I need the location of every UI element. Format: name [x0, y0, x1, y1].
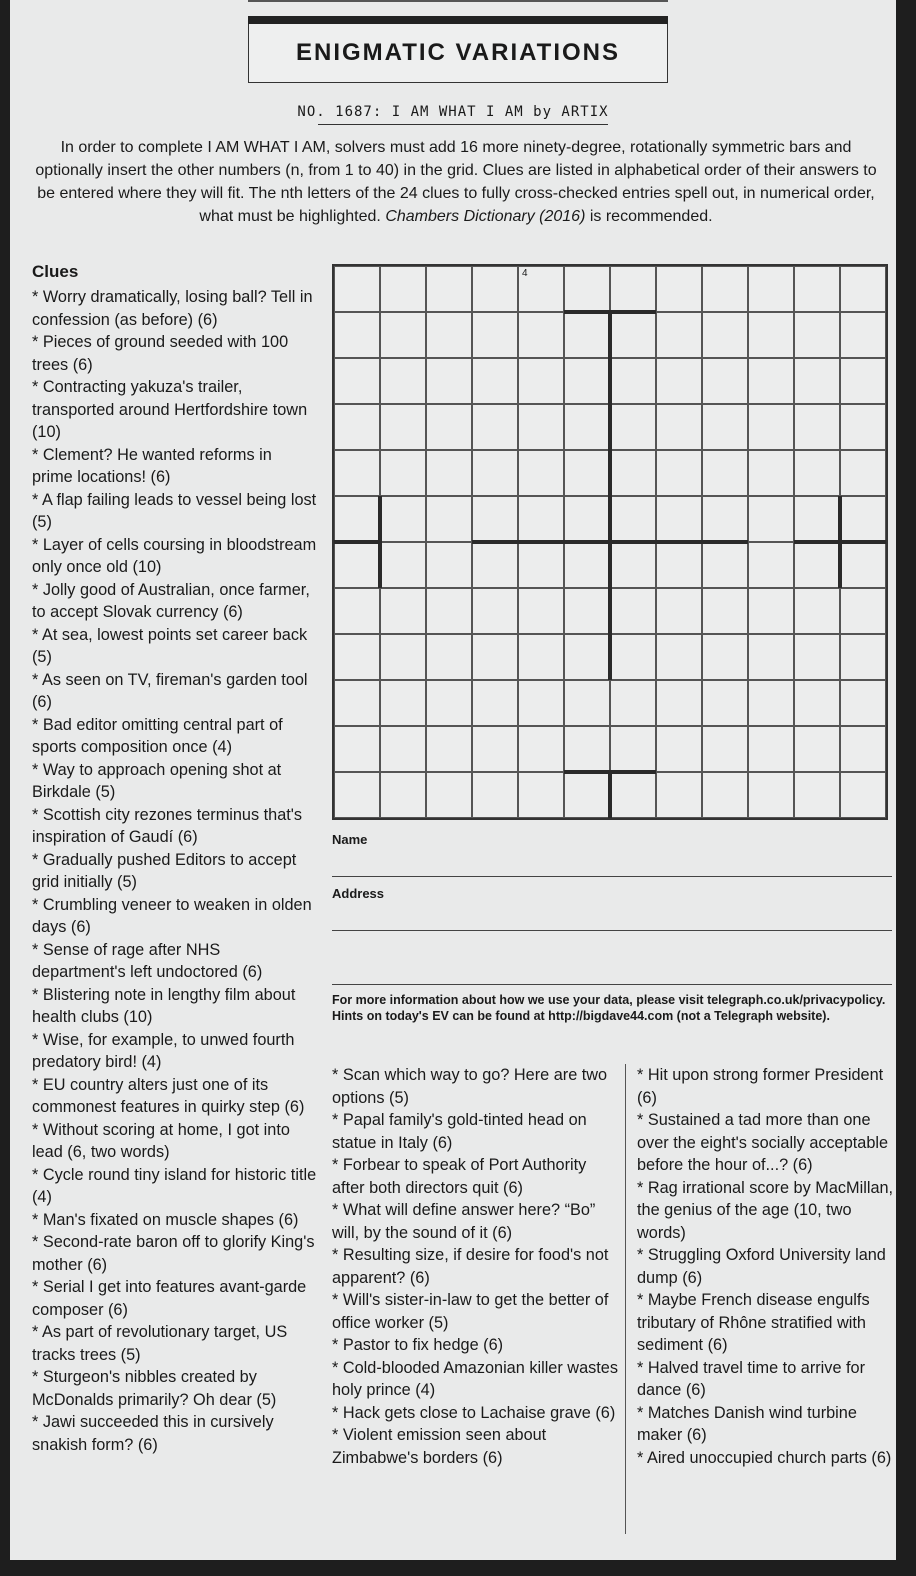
grid-cell[interactable] — [656, 450, 702, 496]
clue-item: * Resulting size, if desire for food's not apparent? (6) — [332, 1246, 609, 1287]
grid-cell[interactable] — [564, 726, 610, 772]
clue-item: * Blistering note in lengthy film about health clubs (10) — [32, 985, 296, 1026]
grid-cell[interactable] — [518, 450, 564, 496]
puzzle-subtitle: NO. 1687: I AM WHAT I AM by ARTIX — [297, 104, 609, 120]
clue-item: * A flap failing leads to vessel being lost (5) — [32, 490, 317, 531]
privacy-info — [332, 992, 902, 1024]
grid-cell[interactable] — [334, 542, 380, 588]
grid-cell[interactable] — [380, 266, 426, 312]
clue-item: * Man's fixated on muscle shapes (6) — [32, 1210, 299, 1229]
instructions — [26, 136, 886, 228]
grid-cell[interactable] — [334, 772, 380, 818]
grid-cell[interactable] — [334, 266, 380, 312]
grid-cell[interactable] — [610, 680, 656, 726]
grid-cell[interactable] — [518, 634, 564, 680]
grid-cell[interactable] — [426, 634, 472, 680]
grid-cell[interactable] — [564, 450, 610, 496]
grid-bar — [608, 312, 612, 680]
grid-cell[interactable] — [610, 358, 656, 404]
clue-item: * Sense of rage after NHS department's left undoctored (6) — [32, 940, 263, 981]
grid-cell[interactable] — [426, 726, 472, 772]
grid-cell[interactable] — [472, 312, 518, 358]
grid-cell[interactable] — [840, 450, 886, 496]
grid-cell[interactable] — [380, 588, 426, 634]
instructions-text: In order to complete I AM WHAT I AM, solvers must add 16 more ninety-degree, rotationally symmetric bars and optionally insert the other numbers (n, from 1 to 40) in the grid. Clues are listed in alphabetical order of their answers to be entered where they will fit. The nth letters of the 24 clues to fully cross-checked entries spell out, in numerical order, what must be highlighted. — [35, 139, 877, 225]
address-line-2[interactable] — [332, 984, 892, 985]
grid-cell[interactable] — [656, 404, 702, 450]
grid-cell[interactable] — [794, 680, 840, 726]
clue-item: * Layer of cells coursing in bloodstream only once old (10) — [32, 535, 317, 576]
clue-item: * Second-rate baron off to glorify King's mother (6) — [32, 1233, 315, 1274]
grid-cell[interactable] — [472, 588, 518, 634]
grid-cell[interactable] — [610, 496, 656, 542]
grid-cell[interactable] — [840, 266, 886, 312]
name-label: Name — [332, 832, 368, 847]
grid-cell[interactable] — [748, 358, 794, 404]
grid-cell[interactable] — [426, 772, 472, 818]
grid-cell[interactable] — [794, 772, 840, 818]
grid-cell[interactable] — [564, 312, 610, 358]
grid-cell[interactable] — [748, 634, 794, 680]
instructions-suffix: is recommended. — [585, 208, 713, 225]
grid-bar — [838, 496, 842, 588]
clue-item: * Papal family's gold-tinted head on statue in Italy (6) — [332, 1111, 587, 1152]
clue-item: * Serial I get into features avant-garde composer (6) — [32, 1278, 307, 1319]
grid-cell[interactable] — [334, 404, 380, 450]
grid-cell[interactable] — [426, 542, 472, 588]
grid-cell[interactable] — [794, 634, 840, 680]
grid-cell[interactable] — [472, 266, 518, 312]
clue-item: * EU country alters just one of its commonest features in quirky step (6) — [32, 1075, 305, 1116]
cell-number: 4 — [522, 268, 528, 279]
clue-item: * Contracting yakuza's trailer, transported around Hertfordshire town (10) — [32, 378, 308, 441]
grid-cell[interactable] — [794, 450, 840, 496]
grid-cell[interactable] — [518, 404, 564, 450]
grid-cell[interactable] — [610, 588, 656, 634]
clues-heading: Clues — [32, 262, 79, 281]
grid-cell[interactable] — [472, 496, 518, 542]
clue-item: * Aired unoccupied church parts (6) — [637, 1448, 892, 1467]
clue-item: * Maybe French disease engulfs tributary of Rhône stratified with sediment (6) — [637, 1291, 870, 1354]
clue-item: * Clement? He wanted reforms in prime locations! (6) — [32, 445, 272, 486]
grid-cell[interactable] — [426, 358, 472, 404]
grid-cell[interactable] — [840, 358, 886, 404]
grid-cell[interactable] — [840, 634, 886, 680]
grid-cell[interactable] — [748, 588, 794, 634]
grid-cell[interactable] — [564, 588, 610, 634]
grid-bar — [334, 540, 380, 544]
grid-cell[interactable] — [748, 726, 794, 772]
puzzle-title: ENIGMATIC VARIATIONS — [296, 39, 620, 66]
hints-info-line: Hints on today's EV can be found at http://bigdave44.com (not a Telegraph website). — [332, 1009, 830, 1023]
clue-item: * Rag irrational score by MacMillan, the genius of the age (10, two words) — [637, 1178, 894, 1242]
address-label: Address — [332, 886, 385, 901]
puzzle-page — [10, 0, 896, 1560]
grid-cell[interactable] — [380, 634, 426, 680]
grid-cell[interactable] — [564, 772, 610, 818]
clues-column-1 — [32, 286, 317, 1456]
grid-cell[interactable] — [334, 358, 380, 404]
grid-cell[interactable] — [334, 588, 380, 634]
grid-cell[interactable] — [610, 404, 656, 450]
grid-cell[interactable] — [702, 726, 748, 772]
grid-cell[interactable] — [380, 680, 426, 726]
grid-cell[interactable] — [702, 634, 748, 680]
clue-item: * Pieces of ground seeded with 100 trees (6) — [32, 333, 289, 374]
clue-item: * Forbear to speak of Port Authority after both directors quit (6) — [332, 1156, 587, 1197]
grid-cell[interactable] — [840, 680, 886, 726]
grid-cell[interactable] — [472, 358, 518, 404]
clue-item: * Sustained a tad more than one over the eight's socially acceptable before the hour of...? (6) — [637, 1111, 889, 1174]
grid-cell[interactable] — [794, 588, 840, 634]
clue-item: * Without scoring at home, I got into lead (6, two words) — [32, 1120, 290, 1161]
grid-cell[interactable] — [426, 404, 472, 450]
clue-item: * Jawi succeeded this in cursively snakish form? (6) — [32, 1413, 274, 1454]
grid-cell[interactable] — [426, 450, 472, 496]
grid-cell[interactable] — [702, 542, 748, 588]
clue-item: * Hack gets close to Lachaise grave (6) — [332, 1403, 616, 1422]
subtitle-underline — [318, 124, 608, 125]
grid-cell[interactable] — [748, 312, 794, 358]
grid-cell[interactable] — [380, 450, 426, 496]
grid-cell[interactable] — [610, 450, 656, 496]
grid-cell[interactable] — [610, 266, 656, 312]
grid-cell[interactable] — [702, 496, 748, 542]
grid-cell[interactable] — [334, 634, 380, 680]
grid-cell[interactable] — [794, 404, 840, 450]
title-rule — [248, 16, 668, 24]
clue-item: * Bad editor omitting central part of sports composition once (4) — [32, 715, 283, 756]
clue-item: * Cycle round tiny island for historic title (4) — [32, 1165, 317, 1206]
grid-cell[interactable] — [518, 772, 564, 818]
grid-cell[interactable] — [748, 680, 794, 726]
grid-cell[interactable] — [610, 726, 656, 772]
grid-cell[interactable] — [702, 588, 748, 634]
grid-cell[interactable] — [472, 404, 518, 450]
grid-cell[interactable] — [564, 542, 610, 588]
grid-cell[interactable] — [380, 772, 426, 818]
grid-cell[interactable] — [472, 680, 518, 726]
grid-cell[interactable] — [656, 680, 702, 726]
grid-cell[interactable] — [334, 680, 380, 726]
clue-item: * As seen on TV, fireman's garden tool (6) — [32, 670, 308, 711]
grid-cell[interactable] — [794, 358, 840, 404]
grid-cell[interactable] — [564, 404, 610, 450]
grid-cell[interactable] — [702, 312, 748, 358]
privacy-info-line: For more information about how we use your data, please visit telegraph.co.uk/privacypolicy. — [332, 993, 886, 1007]
grid-cell[interactable] — [610, 634, 656, 680]
grid-cell[interactable] — [794, 312, 840, 358]
clue-item: * Sturgeon's nibbles created by McDonalds primarily? Oh dear (5) — [32, 1368, 277, 1409]
grid-cell[interactable] — [518, 496, 564, 542]
grid-cell[interactable] — [748, 772, 794, 818]
grid-cell[interactable] — [702, 404, 748, 450]
clue-item: * Violent emission seen about Zimbabwe's borders (6) — [332, 1426, 547, 1467]
name-line[interactable] — [332, 876, 892, 877]
grid-cell[interactable] — [610, 312, 656, 358]
grid-cell[interactable] — [656, 266, 702, 312]
clue-item: * As part of revolutionary target, US tracks trees (5) — [32, 1323, 288, 1364]
grid-cell[interactable] — [426, 680, 472, 726]
grid-cell[interactable] — [840, 542, 886, 588]
clue-item: * Matches Danish wind turbine maker (6) — [637, 1403, 857, 1444]
clues-column-2 — [332, 1064, 622, 1469]
grid-cell[interactable] — [518, 726, 564, 772]
clue-item: * Struggling Oxford University land dump (6) — [637, 1246, 886, 1287]
grid-cell[interactable] — [564, 496, 610, 542]
grid-cell[interactable] — [472, 726, 518, 772]
clue-item: * At sea, lowest points set career back (5) — [32, 625, 308, 666]
address-line-1[interactable] — [332, 930, 892, 931]
clue-item: * Gradually pushed Editors to accept grid initially (5) — [32, 850, 297, 891]
grid-cell[interactable] — [564, 266, 610, 312]
clue-item: * Hit upon strong former President (6) — [637, 1066, 884, 1107]
grid-cell[interactable] — [472, 450, 518, 496]
grid-cell[interactable] — [702, 358, 748, 404]
clue-item: * Wise, for example, to unwed fourth predatory bird! (4) — [32, 1030, 295, 1071]
clue-item: * What will define answer here? “Bo” will, by the sound of it (6) — [332, 1201, 596, 1242]
grid-cell[interactable] — [794, 496, 840, 542]
grid-cell[interactable] — [518, 358, 564, 404]
grid-cell[interactable] — [748, 404, 794, 450]
clue-item: * Way to approach opening shot at Birkdale (5) — [32, 760, 282, 801]
grid-cell[interactable] — [794, 266, 840, 312]
grid-cell[interactable] — [380, 404, 426, 450]
grid-cell[interactable] — [334, 312, 380, 358]
title-box — [248, 24, 668, 83]
grid-cell[interactable] — [702, 266, 748, 312]
clue-item: * Halved travel time to arrive for dance (6) — [637, 1358, 866, 1399]
grid-cell[interactable] — [380, 358, 426, 404]
grid-cell[interactable] — [656, 588, 702, 634]
grid-cell[interactable] — [380, 312, 426, 358]
grid-cell[interactable] — [380, 726, 426, 772]
grid-cell[interactable] — [656, 358, 702, 404]
grid-bar — [608, 772, 612, 818]
grid-cell[interactable] — [794, 726, 840, 772]
grid-cell[interactable] — [518, 312, 564, 358]
top-line — [248, 0, 668, 2]
clue-item: * Jolly good of Australian, once farmer, to accept Slovak currency (6) — [32, 580, 310, 621]
grid-cell[interactable] — [472, 634, 518, 680]
grid-cell[interactable] — [656, 312, 702, 358]
grid-cell[interactable] — [748, 450, 794, 496]
grid-bar — [472, 540, 748, 544]
grid-cell[interactable] — [840, 726, 886, 772]
grid-cell[interactable] — [748, 542, 794, 588]
grid-cell[interactable] — [656, 496, 702, 542]
clue-item: * Worry dramatically, losing ball? Tell in confession (as before) (6) — [32, 288, 313, 329]
grid-cell[interactable] — [472, 772, 518, 818]
grid-cell[interactable] — [564, 680, 610, 726]
grid-cell[interactable] — [748, 266, 794, 312]
grid-cell[interactable] — [334, 726, 380, 772]
grid-cell[interactable] — [840, 404, 886, 450]
grid-cell[interactable] — [518, 588, 564, 634]
grid-cell[interactable] — [472, 542, 518, 588]
grid-cell[interactable] — [840, 312, 886, 358]
grid-cell[interactable] — [518, 542, 564, 588]
grid-cell[interactable] — [656, 726, 702, 772]
grid-cell[interactable] — [656, 634, 702, 680]
clue-item: * Scottish city rezones terminus that's inspiration of Gaudí (6) — [32, 805, 303, 846]
column-separator — [625, 1064, 626, 1534]
grid-cell[interactable] — [518, 266, 564, 312]
grid-cell[interactable] — [702, 680, 748, 726]
grid-cell[interactable] — [840, 772, 886, 818]
crossword-grid — [332, 264, 888, 820]
clue-item: * Will's sister-in-law to get the better of office worker (5) — [332, 1291, 609, 1332]
grid-cell[interactable] — [748, 496, 794, 542]
grid-cell[interactable] — [518, 680, 564, 726]
grid-cell[interactable] — [610, 772, 656, 818]
grid-cell[interactable] — [334, 450, 380, 496]
reference-book: Chambers Dictionary (2016) — [385, 208, 586, 225]
clue-item: * Cold-blooded Amazonian killer wastes holy prince (4) — [332, 1358, 618, 1399]
grid-cell[interactable] — [656, 542, 702, 588]
grid-cell[interactable] — [840, 496, 886, 542]
grid-cell[interactable] — [380, 542, 426, 588]
grid-cell[interactable] — [610, 542, 656, 588]
grid-cell[interactable] — [702, 450, 748, 496]
grid-cell[interactable] — [334, 496, 380, 542]
grid-cell[interactable] — [656, 772, 702, 818]
grid-cell[interactable] — [426, 266, 472, 312]
grid-cell[interactable] — [564, 358, 610, 404]
clue-item: * Crumbling veneer to weaken in olden days (6) — [32, 895, 312, 936]
grid-cell[interactable] — [840, 588, 886, 634]
grid-cell[interactable] — [426, 312, 472, 358]
clue-item: * Scan which way to go? Here are two options (5) — [332, 1066, 608, 1107]
grid-cell[interactable] — [380, 496, 426, 542]
grid-cell[interactable] — [702, 772, 748, 818]
grid-cell[interactable] — [426, 496, 472, 542]
grid-cell[interactable] — [564, 634, 610, 680]
grid-cell[interactable] — [794, 542, 840, 588]
clues-column-3 — [637, 1064, 902, 1469]
grid-cell[interactable] — [426, 588, 472, 634]
clue-item: * Pastor to fix hedge (6) — [332, 1336, 504, 1354]
